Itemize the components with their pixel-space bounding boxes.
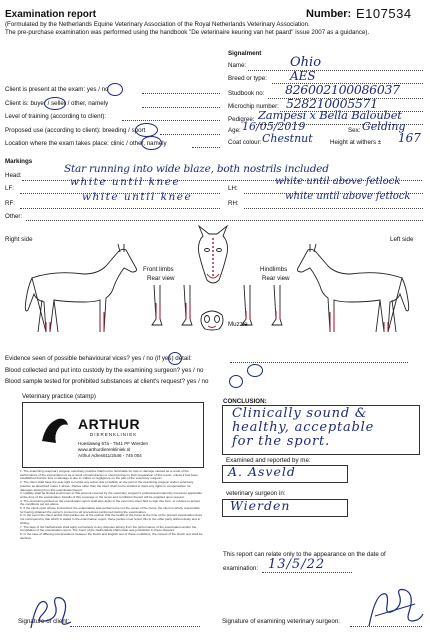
lf-marking: white until knee bbox=[70, 176, 181, 188]
practice-address-2: www.arthurdierenkliniek.nl bbox=[78, 447, 131, 452]
conclusion-line-3: for the sport. bbox=[232, 434, 330, 449]
head-marking: Star running into wide blaze, both nostrils included bbox=[64, 163, 329, 175]
practice-address-1: Hoeslaweg 67a - 7641 PF Wierden bbox=[78, 441, 149, 446]
age-label: Age: bbox=[228, 127, 241, 134]
rf-label: RF: bbox=[5, 200, 15, 207]
right-side-label: Right side bbox=[5, 236, 33, 243]
proposed-line bbox=[160, 134, 220, 135]
buyer-circle bbox=[44, 97, 66, 110]
fine-print-3: 3. Liability shall be limited at all times to that amount covered by the veterinary surgeon's professional indemnity insurance applicable at the time of the examination. Details of this coverage or the terms and conditions thereof will be supplied upon request. bbox=[20, 491, 202, 499]
head-front-diagram bbox=[193, 224, 233, 286]
sex-label: Sex: bbox=[348, 127, 361, 134]
fine-print-8: 8. In the case of differing interpretations between the Dutch and English text of these conditions, the content of the Dutch text shall be decisive. bbox=[20, 531, 203, 540]
lh-marking: white until above fetlock bbox=[275, 176, 401, 187]
rh-label: RH: bbox=[228, 200, 239, 207]
studbook-label: Studbook no: bbox=[228, 90, 265, 97]
studbook-value: 826002100086037 bbox=[285, 82, 400, 97]
vices-question: Evidence seen of possible behavioural vices? yes / no (if yes) detail: bbox=[5, 355, 192, 362]
fine-print-2: 2. The client shall have the sole right to invoke any action due to liability on the part of the examining surgeon and/or veterinary practice as described under 1 above. Parties other than the client shall not be entitled to claim any rights to compensation for damages arising from this examination/report. bbox=[20, 480, 194, 492]
pedigree-label: Pedigree: bbox=[228, 116, 255, 123]
client-signature-label: Signature of client: bbox=[18, 618, 70, 625]
client-present: Client is present at the exam: yes / no bbox=[5, 86, 109, 93]
name-line bbox=[248, 70, 423, 71]
examined-label: Examined and reported by me: bbox=[226, 457, 311, 464]
rf-line bbox=[20, 208, 220, 209]
head-label: Head: bbox=[5, 172, 22, 179]
client-present-line bbox=[142, 93, 220, 94]
other-line bbox=[26, 220, 423, 221]
conclusion-line-1: Clinically sound & bbox=[232, 406, 368, 421]
conclusion-line-2: healthy, acceptable bbox=[232, 420, 375, 435]
practice-sub: DIERENKLINIEK bbox=[90, 432, 138, 437]
tested-no-circle bbox=[229, 375, 243, 388]
client-signature bbox=[25, 592, 85, 632]
horse-right-side-diagram bbox=[14, 240, 144, 340]
fine-print bbox=[20, 470, 204, 540]
lf-label: LF: bbox=[5, 185, 14, 192]
fine-print-7: 7. The laws of the Netherlands shall apply exclusively to any disputes arising from the performance of the examination and/or the compilation of the examination report. The Court of the Netherlands shall retain sole jurisdiction in these disputes. bbox=[20, 524, 197, 533]
height-value: 167 bbox=[398, 131, 421, 145]
examiner-name: A. Asveld bbox=[228, 464, 296, 479]
report-title: Examination report bbox=[5, 9, 97, 20]
sport-circle bbox=[135, 123, 158, 137]
front-rear-view-label: Rear view bbox=[147, 275, 175, 282]
muzzle-label: Muzzle bbox=[228, 321, 248, 328]
vet-signature-label: Signature of examining veterinary surgeon: bbox=[222, 618, 340, 625]
exam-location: Location where the exam takes place: clinic / other, namely bbox=[5, 140, 167, 147]
left-side-label: Left side bbox=[390, 236, 414, 243]
fine-print-6: 6. In the event the client and/or third parties are of the opinion that the health of the horse at the time of the present examination does not correspond to that which is stated in the examination report, these parties must report this to the other party without delay and in writing. bbox=[20, 513, 203, 525]
markings-heading: Markings bbox=[5, 158, 33, 165]
coat-value: Chestnut bbox=[262, 132, 313, 145]
name-label: Name: bbox=[228, 62, 247, 69]
vices-line bbox=[230, 362, 408, 363]
client-is: Client is: buyer / seller / other, namely bbox=[5, 100, 109, 107]
exam-date-label: examination: bbox=[223, 565, 259, 572]
fine-print-1: 1. The examining veterinary surgeon veterinary practice shall not be held liable for loss or damage caused as a result of the performance of the examination or as a result of inaccuracies or shortcomings in their preparation of this report, unless it has been established that the loss or damage is due to malice or negligence on the part of the veterinary surgeon. bbox=[20, 469, 198, 481]
practice-address-3: Arthur Adres611/2546 - 745 004 bbox=[78, 453, 142, 458]
proposed-use: Proposed use (according to client): breeding / sport bbox=[5, 127, 146, 134]
appearance-note: This report can relate only to the appearance on the date of bbox=[223, 551, 386, 558]
practice-label: Veterinary practice (stamp) bbox=[22, 393, 96, 400]
sex-value: Gelding bbox=[362, 120, 406, 133]
surgeon-in-label: veterinary surgeon in: bbox=[226, 490, 286, 497]
hind-rear-view-label: Rear view bbox=[262, 275, 290, 282]
microchip-label: Microchip number: bbox=[228, 103, 279, 110]
exam-date: 13/5/22 bbox=[268, 557, 326, 572]
training-line bbox=[122, 120, 220, 121]
microchip-value: 528210005571 bbox=[286, 96, 378, 111]
practice-logo-icon bbox=[40, 415, 70, 445]
blood-custody-question: Blood collected and put into custody by the examining surgeon? yes / no bbox=[5, 367, 204, 374]
rh-line bbox=[244, 208, 423, 209]
lh-label: LH: bbox=[228, 185, 238, 192]
clinic-circle bbox=[141, 136, 162, 150]
client-signature-line bbox=[70, 626, 200, 627]
training-level: Level of training (according to client): bbox=[5, 113, 107, 120]
front-limbs-diagram bbox=[148, 285, 198, 327]
handbook-note: The pre-purchase examination was performed using the handbook "De veterinaire keuring van het paard" issue 2007 as a guidance). bbox=[5, 29, 370, 36]
coat-label: Coat colour: bbox=[228, 139, 262, 146]
custody-yes-circle bbox=[247, 364, 263, 377]
report-number: E107534 bbox=[356, 6, 412, 21]
number-label: Number: bbox=[306, 8, 352, 20]
formulated-note: (Formulated by the Netherlands Equine Veterinary Association of the Royal Netherlands Veterinary Association. bbox=[5, 21, 310, 28]
location-line bbox=[192, 147, 220, 148]
vet-signature bbox=[365, 586, 425, 632]
pedigree-value: Zampesi x Bella Baloubet bbox=[258, 108, 402, 122]
age-value: 16/05/2019 bbox=[242, 120, 306, 133]
height-label: Height at withers ± bbox=[330, 139, 382, 146]
fine-print-4: 4. The provisions printed on the examination report shall also apply in the event the client fails to sign this form, or refuses to accept the conditions set out above. bbox=[20, 498, 200, 507]
vices-no-circle bbox=[168, 352, 182, 365]
yes-circle bbox=[107, 83, 123, 96]
breed-value: AES bbox=[290, 69, 316, 83]
muzzle-diagram bbox=[199, 309, 225, 331]
name-value: Ohio bbox=[290, 55, 322, 70]
breed-label: Breed or type: bbox=[228, 75, 267, 82]
blood-tested-question: Blood sample tested for prohibited substances at client's request? yes / no bbox=[5, 378, 209, 385]
client-is-line bbox=[142, 107, 220, 108]
horse-left-side-diagram bbox=[290, 240, 420, 340]
signalment-heading: Signalment bbox=[228, 50, 262, 57]
surgeon-location: Wierden bbox=[230, 498, 291, 513]
other-label: Other: bbox=[5, 213, 23, 220]
rh-marking: white until above fetlock bbox=[285, 191, 411, 202]
hind-limbs-label: Hindlimbs bbox=[260, 266, 288, 273]
practice-name: ARTHUR bbox=[78, 416, 141, 432]
fine-print-5: 5. If the client upon whose instructions the examination was performed is not the owner of the horse, the client is wholly responsible for having obtained the owner's consent to all procedures performed during the examination. bbox=[20, 506, 200, 514]
exam-date-line bbox=[262, 572, 352, 573]
conclusion-label: CONCLUSION: bbox=[223, 398, 267, 405]
front-limbs-label: Front limbs bbox=[143, 266, 174, 273]
rf-marking: white until knee bbox=[82, 191, 193, 203]
